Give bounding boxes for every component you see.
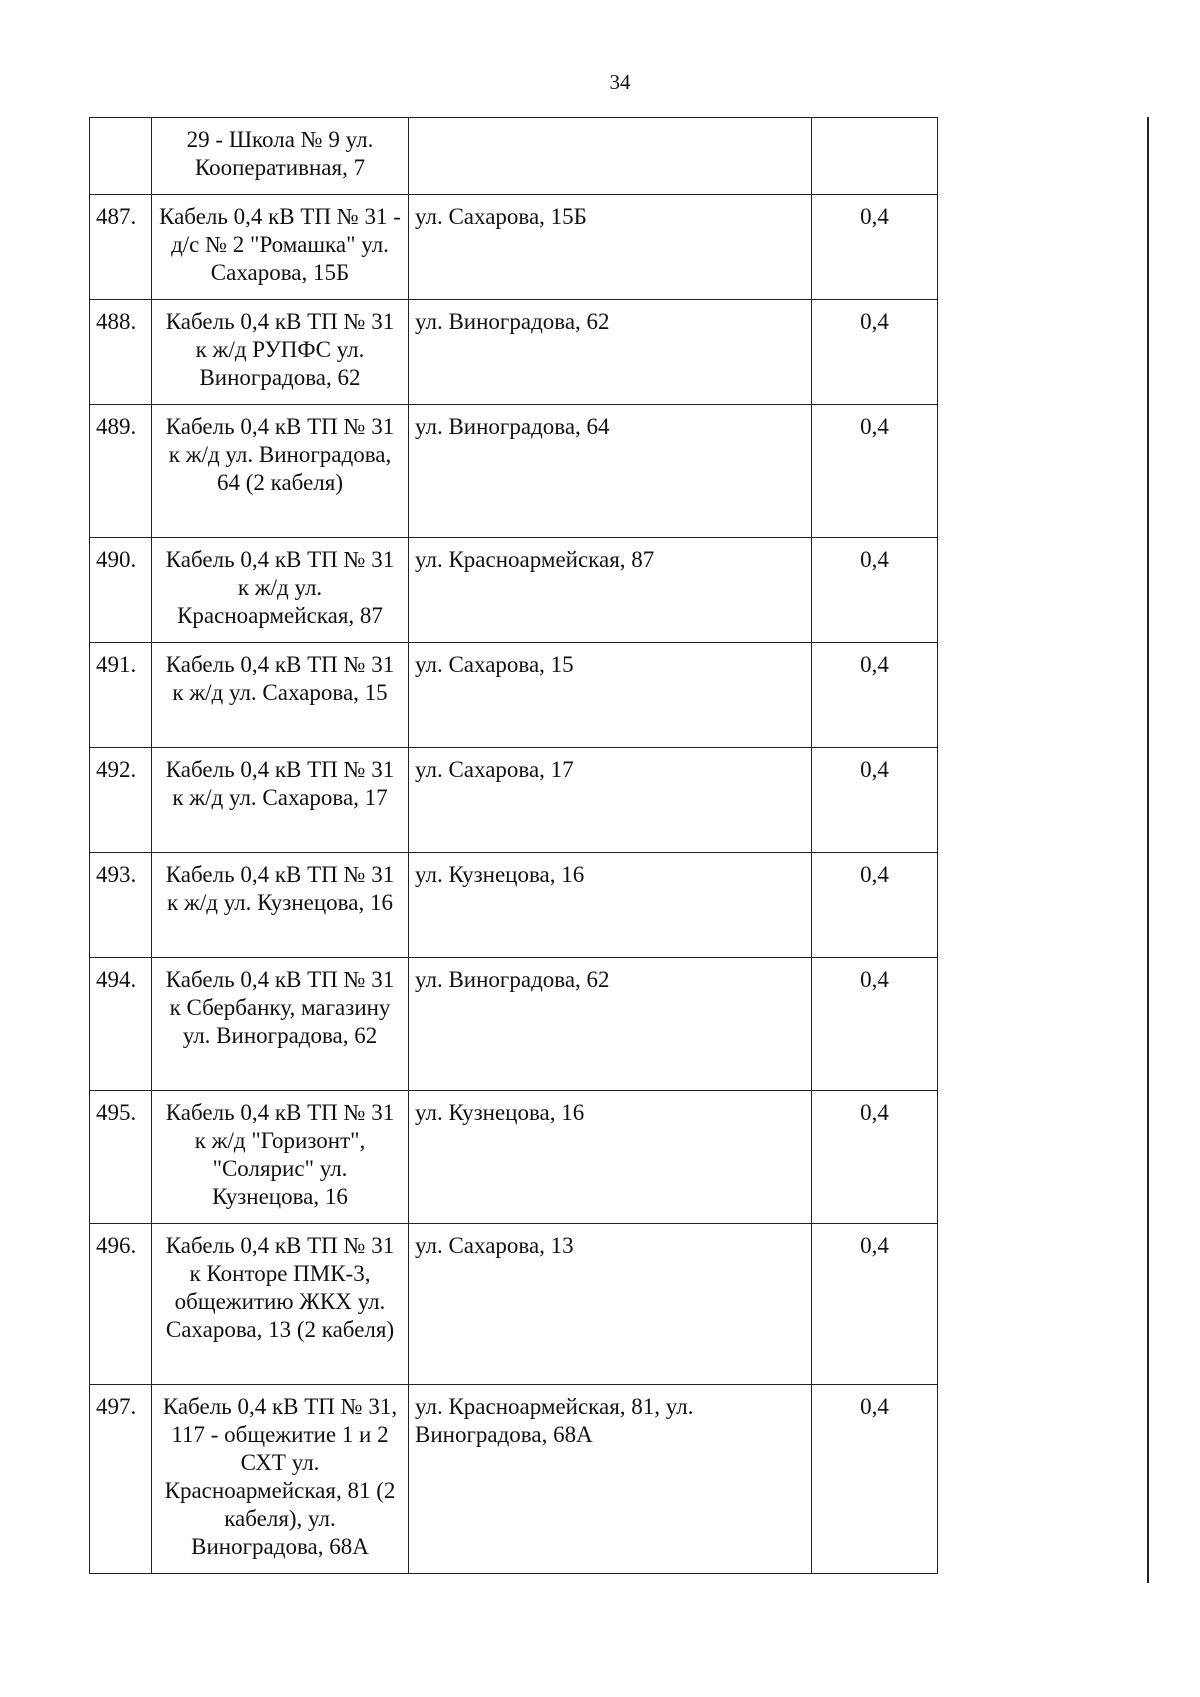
table-row bbox=[90, 643, 938, 748]
row-number: 487. bbox=[90, 195, 152, 300]
table-row bbox=[90, 958, 938, 1091]
object-address: ул. Кузнецова, 16 bbox=[409, 1091, 812, 1224]
voltage-value: 0,4 bbox=[812, 405, 938, 538]
right-margin-rule bbox=[1147, 117, 1149, 1583]
table-row bbox=[90, 195, 938, 300]
object-name: Кабель 0,4 кВ ТП № 31 к ж/д ул. Виноградова, 64 (2 кабеля) bbox=[152, 405, 409, 538]
table-row bbox=[90, 1224, 938, 1385]
table-row bbox=[90, 1385, 938, 1574]
object-name: Кабель 0,4 кВ ТП № 31 к Сбербанку, магазину ул. Виноградова, 62 bbox=[152, 958, 409, 1091]
table-row bbox=[90, 1091, 938, 1224]
row-number: 491. bbox=[90, 643, 152, 748]
object-address bbox=[409, 118, 812, 195]
table-row bbox=[90, 300, 938, 405]
voltage-value: 0,4 bbox=[812, 748, 938, 853]
row-number bbox=[90, 118, 152, 195]
row-number: 489. bbox=[90, 405, 152, 538]
row-number: 495. bbox=[90, 1091, 152, 1224]
object-name: Кабель 0,4 кВ ТП № 31 - д/с № 2 "Ромашка" ул. Сахарова, 15Б bbox=[152, 195, 409, 300]
row-number: 496. bbox=[90, 1224, 152, 1385]
row-number: 497. bbox=[90, 1385, 152, 1574]
row-number: 494. bbox=[90, 958, 152, 1091]
object-name: 29 - Школа № 9 ул. Кооперативная, 7 bbox=[152, 118, 409, 195]
voltage-value: 0,4 bbox=[812, 853, 938, 958]
voltage-value: 0,4 bbox=[812, 958, 938, 1091]
object-name: Кабель 0,4 кВ ТП № 31 к ж/д "Горизонт", "Солярис" ул. Кузнецова, 16 bbox=[152, 1091, 409, 1224]
voltage-value: 0,4 bbox=[812, 1385, 938, 1574]
row-number: 492. bbox=[90, 748, 152, 853]
object-address: ул. Кузнецова, 16 bbox=[409, 853, 812, 958]
object-address: ул. Сахарова, 15 bbox=[409, 643, 812, 748]
object-address: ул. Виноградова, 62 bbox=[409, 958, 812, 1091]
voltage-value: 0,4 bbox=[812, 643, 938, 748]
row-number: 488. bbox=[90, 300, 152, 405]
voltage-value: 0,4 bbox=[812, 195, 938, 300]
table-row bbox=[90, 748, 938, 853]
object-address: ул. Сахарова, 13 bbox=[409, 1224, 812, 1385]
voltage-value: 0,4 bbox=[812, 538, 938, 643]
table-row bbox=[90, 853, 938, 958]
row-number: 490. bbox=[90, 538, 152, 643]
object-address: ул. Красноармейская, 87 bbox=[409, 538, 812, 643]
object-name: Кабель 0,4 кВ ТП № 31 к Конторе ПМК-3, общежитию ЖКХ ул. Сахарова, 13 (2 кабеля) bbox=[152, 1224, 409, 1385]
table-row bbox=[90, 118, 938, 195]
object-address: ул. Виноградова, 62 bbox=[409, 300, 812, 405]
object-address: ул. Виноградова, 64 bbox=[409, 405, 812, 538]
registry-table bbox=[89, 117, 938, 1574]
object-name: Кабель 0,4 кВ ТП № 31 к ж/д ул. Кузнецова, 16 bbox=[152, 853, 409, 958]
row-number: 493. bbox=[90, 853, 152, 958]
object-address: ул. Сахарова, 15Б bbox=[409, 195, 812, 300]
table-row bbox=[90, 405, 938, 538]
object-name: Кабель 0,4 кВ ТП № 31 к ж/д РУПФС ул. Виноградова, 62 bbox=[152, 300, 409, 405]
voltage-value: 0,4 bbox=[812, 1091, 938, 1224]
voltage-value: 0,4 bbox=[812, 300, 938, 405]
object-name: Кабель 0,4 кВ ТП № 31 к ж/д ул. Красноармейская, 87 bbox=[152, 538, 409, 643]
voltage-value bbox=[812, 118, 938, 195]
object-name: Кабель 0,4 кВ ТП № 31, 117 - общежитие 1 и 2 СХТ ул. Красноармейская, 81 (2 кабеля), ул. Виноградова, 68А bbox=[152, 1385, 409, 1574]
object-address: ул. Красноармейская, 81, ул. Виноградова, 68А bbox=[409, 1385, 812, 1574]
object-address: ул. Сахарова, 17 bbox=[409, 748, 812, 853]
page-number: 34 bbox=[609, 70, 631, 94]
voltage-value: 0,4 bbox=[812, 1224, 938, 1385]
table-row bbox=[90, 538, 938, 643]
object-name: Кабель 0,4 кВ ТП № 31 к ж/д ул. Сахарова, 15 bbox=[152, 643, 409, 748]
object-name: Кабель 0,4 кВ ТП № 31 к ж/д ул. Сахарова, 17 bbox=[152, 748, 409, 853]
